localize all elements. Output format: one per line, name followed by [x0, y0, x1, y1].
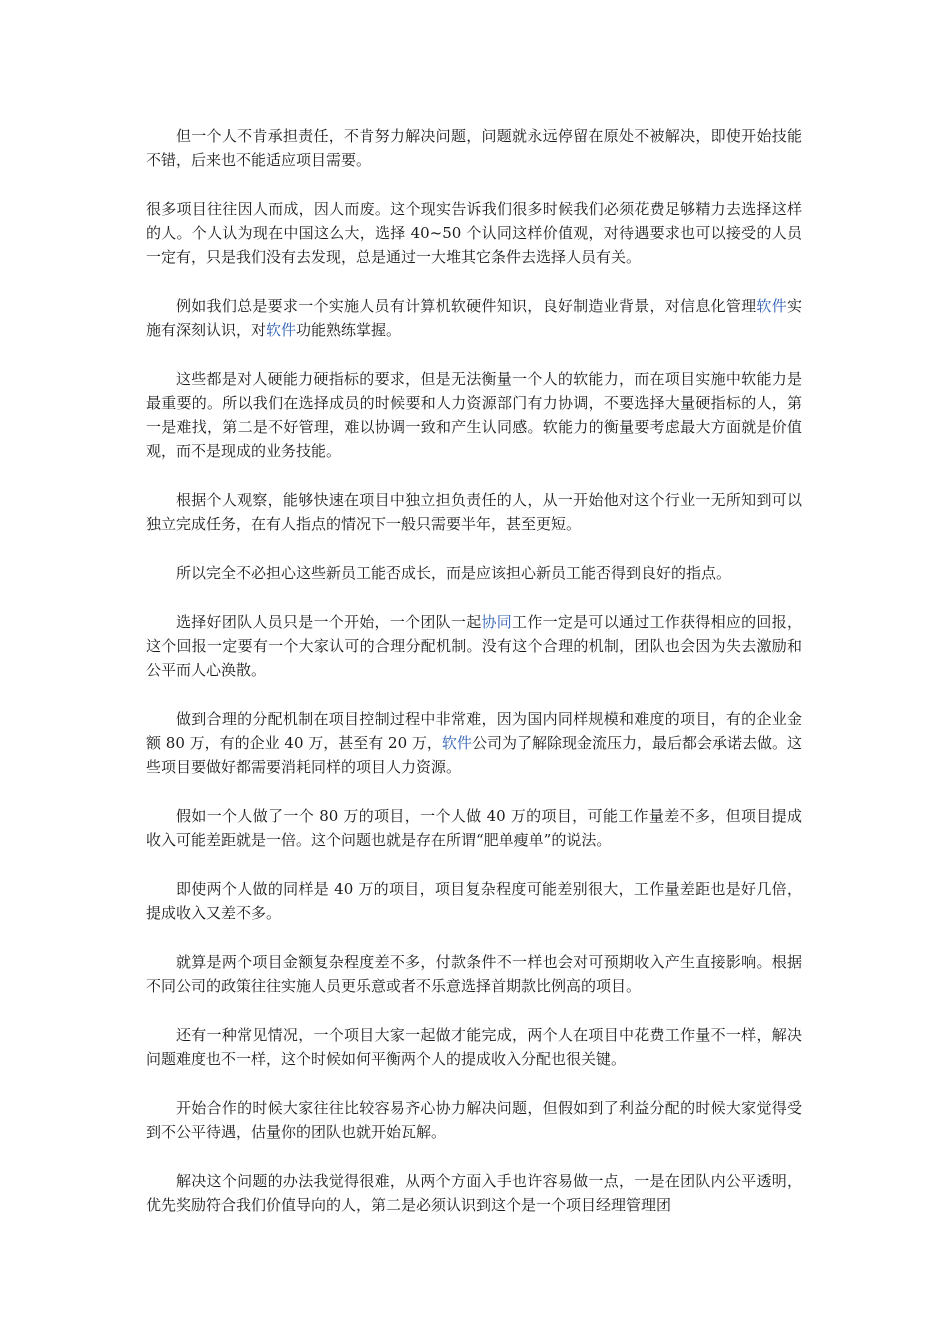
inline-link[interactable]: 软件	[441, 734, 472, 752]
paragraph	[146, 950, 802, 998]
paragraph-text: 实施有深刻认识，对	[146, 297, 802, 339]
paragraph	[146, 488, 802, 536]
paragraph-text: 很多项目往往因人而成，因人而废。这个现实告诉我们很多时候我们必须花费足够精力去选择这样的人。个人认为现在中国这么大，选择 40~50 个认同这样价值观，对待遇要求也可以接受的人员一定有，只是我们没有去发现，总是通过一大堆其它条件去选择人员有关。	[146, 200, 802, 266]
paragraph-text: 即使两个人做的同样是 40 万的项目，项目复杂程度可能差别很大，工作量差距也是好几倍，提成收入又差不多。	[146, 880, 802, 922]
inline-link[interactable]: 协同	[481, 613, 513, 631]
paragraph	[146, 294, 802, 342]
inline-link[interactable]: 软件	[266, 321, 297, 339]
paragraph-text: 还有一种常见情况，一个项目大家一起做才能完成，两个人在项目中花费工作量不一样，解决问题难度也不一样，这个时候如何平衡两个人的提成收入分配也很关键。	[146, 1026, 802, 1068]
paragraph-text: 这些都是对人硬能力硬指标的要求，但是无法衡量一个人的软能力，而在项目实施中软能力是最重要的。所以我们在选择成员的时候要和人力资源部门有力协调，不要选择大量硬指标的人，第一是难找，第二是不好管理，难以协调一致和产生认同感。软能力的衡量要考虑最大方面就是价值观，而不是现成的业务技能。	[146, 370, 802, 460]
paragraph-text: 开始合作的时候大家往往比较容易齐心协力解决问题，但假如到了利益分配的时候大家觉得受到不公平待遇，估量你的团队也就开始瓦解。	[146, 1099, 802, 1141]
paragraph-text: 选择好团队人员只是一个开始，一个团队一起	[176, 613, 482, 631]
paragraph	[146, 1169, 802, 1217]
inline-link[interactable]: 软件	[756, 297, 787, 315]
paragraph-text: 但一个人不肯承担责任，不肯努力解决问题，问题就永远停留在原处不被解决，即使开始技能不错，后来也不能适应项目需要。	[146, 127, 802, 169]
paragraph	[146, 1096, 802, 1144]
paragraph-text: 解决这个问题的办法我觉得很难，从两个方面入手也许容易做一点，一是在团队内公平透明，优先奖励符合我们价值导向的人，第二是必须认识到这个是一个项目经理管理团	[146, 1172, 802, 1214]
paragraph-text: 所以完全不必担心这些新员工能否成长，而是应该担心新员工能否得到良好的指点。	[176, 564, 732, 582]
paragraph-text: 做到合理的分配机制在项目控制过程中非常难，因为国内同样规模和难度的项目，有的企业金额 80 万，有的企业 40 万，甚至有 20 万，	[146, 710, 802, 752]
paragraph	[146, 197, 802, 269]
paragraph-text: 假如一个人做了一个 80 万的项目，一个人做 40 万的项目，可能工作量差不多，但项目提成收入可能差距就是一倍。这个问题也就是存在所谓“肥单瘦单”的说法。	[146, 807, 802, 849]
paragraph	[146, 707, 802, 779]
paragraph-text: 公司为了解除现金流压力，最后都会承诺去做。这些项目要做好都需要消耗同样的项目人力资源。	[146, 734, 802, 776]
paragraph	[146, 804, 802, 852]
paragraph-text: 根据个人观察，能够快速在项目中独立担负责任的人，从一开始他对这个行业一无所知到可以独立完成任务，在有人指点的情况下一般只需要半年，甚至更短。	[146, 491, 802, 533]
paragraph	[146, 1023, 802, 1071]
document-body	[146, 124, 802, 1242]
paragraph	[146, 610, 802, 682]
paragraph-text: 就算是两个项目金额复杂程度差不多，付款条件不一样也会对可预期收入产生直接影响。根据不同公司的政策往往实施人员更乐意或者不乐意选择首期款比例高的项目。	[146, 953, 802, 995]
paragraph	[146, 877, 802, 925]
paragraph	[146, 561, 802, 585]
paragraph-text: 例如我们总是要求一个实施人员有计算机软硬件知识，良好制造业背景，对信息化管理	[176, 297, 757, 315]
paragraph-text: 工作一定是可以通过工作获得相应的回报，这个回报一定要有一个大家认可的合理分配机制。没有这个合理的机制，团队也会因为失去激励和公平而人心涣散。	[146, 613, 802, 679]
paragraph	[146, 124, 802, 172]
paragraph-text: 功能熟练掌握。	[296, 321, 402, 339]
paragraph	[146, 367, 802, 463]
